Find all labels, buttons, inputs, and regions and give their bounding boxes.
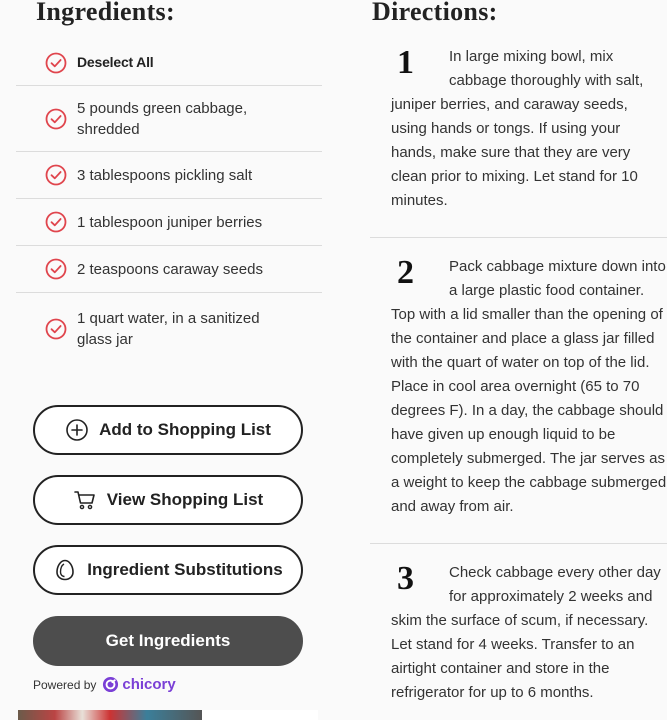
powered-by — [33, 676, 176, 693]
add-to-shopping-list-label: Add to Shopping List — [99, 420, 271, 439]
ad-blank — [202, 710, 318, 720]
ingredient-text: 1 tablespoon juniper berries — [77, 213, 263, 231]
ad-thumbnail[interactable] — [18, 710, 318, 720]
ingredient-item[interactable] — [16, 199, 322, 246]
direction-step — [370, 255, 667, 519]
get-ingredients-button[interactable] — [33, 616, 303, 666]
deselect-all-row[interactable] — [16, 40, 322, 86]
ingredient-list — [16, 40, 322, 365]
chicory-logo-icon — [102, 676, 119, 693]
check-circle-icon — [45, 108, 67, 130]
check-circle-icon — [45, 318, 67, 340]
chicory-brand: chicory — [122, 676, 176, 693]
step-text: Check cabbage every other day for approximately 2 weeks and skim the surface of scum, if necessary. Let stand for 4 weeks. Transfer to an airtight container and store in the refrigerator for up to 6 months. — [391, 564, 661, 701]
ingredient-item[interactable] — [16, 246, 322, 293]
ingredient-substitutions-button[interactable] — [33, 545, 303, 595]
deselect-all-label: Deselect All — [77, 54, 154, 70]
check-circle-icon — [45, 164, 67, 186]
step-number: 3 — [397, 560, 414, 597]
ingredient-text: 2 teaspoons caraway seeds — [77, 260, 263, 278]
get-ingredients-label: Get Ingredients — [105, 631, 231, 650]
ingredients-title: Ingredients: — [36, 0, 175, 26]
ingredient-item[interactable] — [16, 152, 322, 199]
ingredient-text: 3 tablespoons pickling salt — [77, 166, 253, 184]
add-to-shopping-list-button[interactable] — [33, 405, 303, 455]
check-circle-icon — [45, 52, 67, 74]
view-shopping-list-button[interactable] — [33, 475, 303, 525]
step-divider — [370, 237, 667, 238]
step-number: 2 — [397, 254, 414, 291]
step-text: Pack cabbage mixture down into a large plastic food container. Top with a lid smaller than the opening of the container and place a glass jar filled with the quart of water on top of the lid. Place in cool area overnight (65 to 70 degrees F). In a day, the cabbage should have given up enough liquid to be completely submerged. The jar serves as a weight to keep the cabbage submerged and away from air. — [391, 258, 667, 515]
plus-circle-icon — [65, 418, 89, 442]
chicory-logo[interactable] — [102, 676, 175, 693]
directions-title: Directions: — [372, 0, 498, 26]
shopping-cart-icon — [73, 488, 97, 512]
ingredient-item[interactable] — [16, 293, 322, 365]
ingredient-text: 1 quart water, in a sanitized glass jar — [77, 310, 260, 348]
step-text: In large mixing bowl, mix cabbage thoroughly with salt, juniper berries, and caraway seeds, using hands or tongs. If using your hands, make sure that they are very clean prior to mixing. Let stand for 10 minutes. — [391, 48, 644, 209]
ingredient-substitutions-label: Ingredient Substitutions — [87, 560, 283, 579]
directions-column — [370, 0, 667, 720]
direction-step — [370, 561, 667, 705]
ingredient-item[interactable] — [16, 86, 322, 152]
check-circle-icon — [45, 258, 67, 280]
ad-image — [18, 710, 202, 720]
egg-swap-icon — [53, 558, 77, 582]
ingredient-text: 5 pounds green cabbage, shredded — [77, 99, 248, 138]
step-divider — [370, 543, 667, 544]
step-number: 1 — [397, 44, 414, 81]
view-shopping-list-label: View Shopping List — [106, 490, 264, 509]
powered-by-label: Powered by — [33, 677, 97, 692]
check-circle-icon — [45, 211, 67, 233]
direction-step — [370, 45, 667, 213]
